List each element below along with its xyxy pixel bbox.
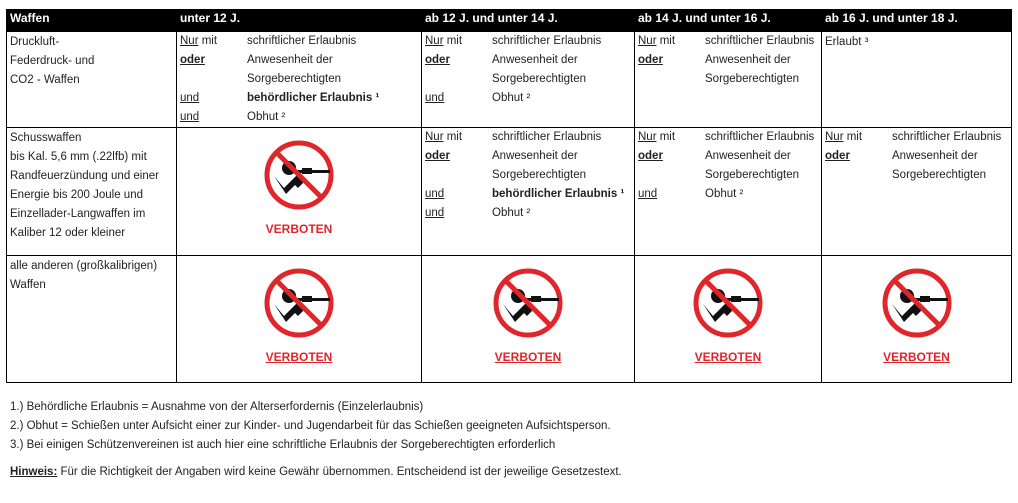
condition-mit: mit (843, 131, 863, 143)
condition-connector: und (180, 111, 200, 123)
condition-cell (422, 128, 635, 256)
condition-text: schriftlicher Erlaubnis (892, 131, 1002, 143)
condition-connector: Nur (425, 35, 444, 47)
weapon-category-line: Druckluft- (10, 36, 60, 48)
allowed-cell (822, 32, 1012, 128)
weapon-category-line: Einzellader-Langwaffen im (10, 208, 146, 220)
condition-connector: und (638, 188, 658, 200)
verboten-label: VERBOTEN (265, 350, 333, 364)
prohibited-cell (422, 256, 635, 383)
verboten-label: VERBOTEN (694, 350, 762, 364)
condition-connector: Nur (825, 131, 844, 143)
weapon-category-line: Schusswaffen (10, 132, 82, 144)
condition-text: Anwesenheit der (492, 150, 578, 162)
condition-connector: und (425, 207, 445, 219)
prohibited-cell (635, 256, 822, 383)
condition-text: Sorgeberechtigten (892, 169, 986, 181)
condition-text: Obhut ² (492, 207, 531, 219)
footnotes (10, 398, 611, 455)
condition-text: schriftlicher Erlaubnis (705, 35, 815, 47)
condition-keyword (825, 147, 892, 166)
condition-connector: Nur (638, 35, 657, 47)
weapon-category-line: Kaliber 12 oder kleiner (10, 227, 126, 239)
condition-keyword (425, 89, 492, 108)
condition-keyword (180, 108, 247, 127)
no-shooting-icon (691, 266, 765, 340)
no-shooting-icon (262, 266, 336, 340)
condition-text: behördlicher Erlaubnis ¹ (247, 92, 380, 104)
prohibited-cell (822, 256, 1012, 383)
condition-keyword (425, 70, 492, 89)
weapon-category-cell (7, 256, 177, 383)
footnote-2: 2.) Obhut = Schießen unter Aufsicht einer zur Kinder- und Jugendarbeit für das Schießen geeigneten Aufsichtsperson. (10, 420, 611, 432)
condition-connector: und (425, 92, 445, 104)
condition-keyword (638, 32, 705, 51)
prohibited-cell (177, 128, 422, 256)
condition-text: schriftlicher Erlaubnis (492, 131, 602, 143)
condition-cell (635, 128, 822, 256)
condition-text: Sorgeberechtigten (492, 73, 586, 85)
no-shooting-icon (491, 266, 565, 340)
condition-connector: oder (638, 54, 663, 66)
condition-keyword (825, 166, 892, 185)
header-16-18: ab 16 J. und unter 18 J. (822, 10, 1012, 32)
condition-mit: mit (443, 131, 463, 143)
condition-text: Obhut ² (247, 111, 286, 123)
condition-keyword (425, 51, 492, 70)
weapon-category-line: Federdruck- und (10, 55, 95, 67)
condition-connector: und (180, 92, 200, 104)
header-waffen: Waffen (7, 10, 177, 32)
condition-keyword (180, 70, 247, 89)
weapon-category-line: Waffen (10, 279, 46, 291)
weapon-category-line: alle anderen (großkalibrigen) (10, 260, 158, 272)
no-shooting-icon (262, 138, 336, 212)
condition-keyword (638, 166, 705, 185)
condition-keyword (638, 51, 705, 70)
condition-text: Anwesenheit der (705, 150, 791, 162)
allowed-label: Erlaubt ³ (825, 36, 869, 48)
condition-connector: und (425, 188, 445, 200)
condition-text: behördlicher Erlaubnis ¹ (492, 188, 625, 200)
condition-keyword (425, 128, 492, 147)
header-unter-12: unter 12 J. (177, 10, 422, 32)
condition-connector: oder (825, 150, 850, 162)
condition-keyword (638, 128, 705, 147)
footnote-1: 1.) Behördliche Erlaubnis = Ausnahme von der Alterserfordernis (Einzelerlaubnis) (10, 401, 424, 413)
condition-keyword (180, 89, 247, 108)
condition-connector: Nur (425, 131, 444, 143)
condition-mit: mit (656, 35, 676, 47)
condition-cell (177, 32, 422, 128)
condition-connector: Nur (638, 131, 657, 143)
table-row (7, 256, 1012, 383)
verboten-label: VERBOTEN (494, 350, 562, 364)
weapons-age-table (6, 9, 1012, 383)
condition-connector: oder (425, 150, 450, 162)
table-row (7, 32, 1012, 128)
condition-keyword (180, 32, 247, 51)
condition-keyword (825, 128, 892, 147)
condition-text: Obhut ² (492, 92, 531, 104)
condition-text: Anwesenheit der (705, 54, 791, 66)
condition-mit: mit (443, 35, 463, 47)
condition-keyword (638, 147, 705, 166)
condition-keyword (425, 204, 492, 223)
condition-text: schriftlicher Erlaubnis (705, 131, 815, 143)
condition-cell (635, 32, 822, 128)
condition-keyword (425, 32, 492, 51)
table-row (7, 128, 1012, 256)
weapon-category-line: bis Kal. 5,6 mm (.22lfb) mit (10, 151, 147, 163)
condition-text: Sorgeberechtigten (492, 169, 586, 181)
disclaimer (10, 466, 622, 478)
condition-connector: oder (425, 54, 450, 66)
header-12-14: ab 12 J. und unter 14 J. (422, 10, 635, 32)
condition-keyword (425, 185, 492, 204)
condition-cell (422, 32, 635, 128)
condition-keyword (180, 51, 247, 70)
weapon-category-line: Randfeuerzündung und einer (10, 170, 159, 182)
verboten-label: VERBOTEN (265, 222, 333, 236)
prohibited-cell (177, 256, 422, 383)
disclaimer-text: Für die Richtigkeit der Angaben wird keine Gewähr übernommen. Entscheidend ist der jeweilige Gesetzestext. (57, 466, 622, 478)
condition-text: Anwesenheit der (492, 54, 578, 66)
condition-keyword (638, 185, 705, 204)
condition-text: schriftlicher Erlaubnis (247, 35, 357, 47)
condition-mit: mit (656, 131, 676, 143)
condition-text: Anwesenheit der (892, 150, 978, 162)
condition-mit: mit (198, 35, 218, 47)
weapon-category-line: CO2 - Waffen (10, 74, 80, 86)
condition-text: Sorgeberechtigten (705, 73, 799, 85)
condition-text: Obhut ² (705, 188, 744, 200)
condition-text: Sorgeberechtigten (247, 73, 341, 85)
no-shooting-icon (880, 266, 954, 340)
condition-text: Sorgeberechtigten (705, 169, 799, 181)
condition-connector: oder (180, 54, 205, 66)
condition-cell (822, 128, 1012, 256)
verboten-label: VERBOTEN (883, 350, 950, 364)
disclaimer-label: Hinweis: (10, 466, 58, 478)
weapon-category-line: Energie bis 200 Joule und (10, 189, 143, 201)
condition-keyword (425, 166, 492, 185)
header-14-16: ab 14 J. und unter 16 J. (635, 10, 822, 32)
condition-text: Anwesenheit der (247, 54, 333, 66)
footnote-3: 3.) Bei einigen Schützenvereinen ist auch hier eine schriftliche Erlaubnis der Sorgeberechtigten erforderlich (10, 439, 556, 451)
weapon-category-cell (7, 32, 177, 128)
weapon-category-cell (7, 128, 177, 256)
condition-keyword (638, 70, 705, 89)
condition-keyword (425, 147, 492, 166)
condition-text: schriftlicher Erlaubnis (492, 35, 602, 47)
condition-connector: oder (638, 150, 663, 162)
table-header-row (7, 10, 1012, 32)
condition-connector: Nur (180, 35, 199, 47)
